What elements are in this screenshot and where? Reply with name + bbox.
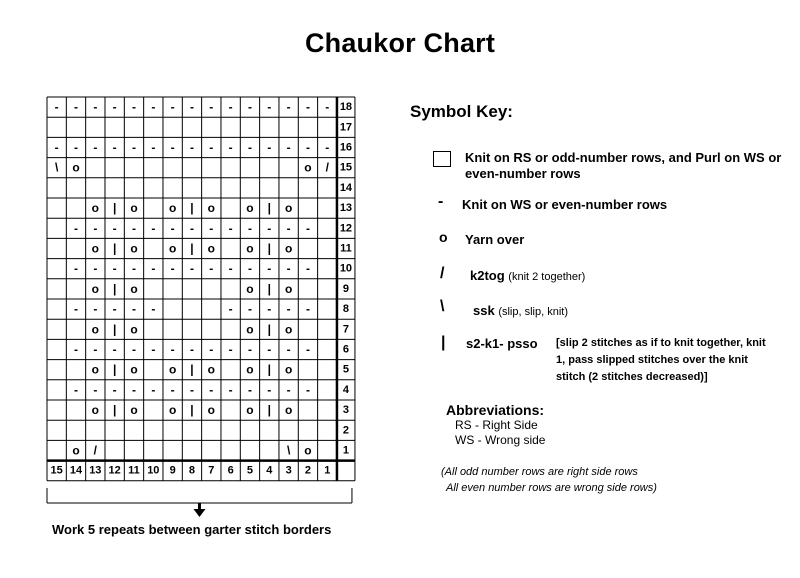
row-number: 16 — [339, 141, 353, 154]
row-number: 9 — [342, 282, 350, 295]
row-number: 11 — [340, 242, 352, 255]
row-number: 6 — [342, 343, 350, 356]
s2k1psso-stitch: | — [190, 362, 194, 377]
s2k1psso-stitch: | — [267, 281, 271, 296]
row-number: 13 — [339, 202, 353, 215]
row-number: 5 — [342, 363, 350, 376]
yarn-over-stitch: o — [130, 281, 138, 296]
yarn-over-stitch: o — [246, 403, 254, 418]
knit-ws-stitch: - — [228, 342, 233, 357]
knit-ws-stitch: - — [73, 261, 78, 276]
knit-ws-stitch: - — [247, 382, 252, 397]
key-item-s2k1psso-detail — [556, 335, 766, 386]
knit-ws-stitch: - — [228, 100, 233, 115]
key-item-yarn-over — [465, 232, 524, 247]
knit-ws-stitch: - — [189, 100, 194, 115]
column-number: 11 — [128, 464, 140, 477]
knit-ws-stitch: - — [151, 100, 156, 115]
s2k1psso-stitch: | — [112, 241, 117, 256]
column-number: 9 — [169, 464, 176, 477]
knit-ws-stitch: - — [267, 140, 272, 155]
knit-ws-stitch: - — [247, 342, 252, 357]
yarn-over-stitch: o — [168, 362, 177, 377]
s2k1psso-stitch: | — [267, 403, 271, 418]
knit-ws-stitch: - — [305, 140, 310, 155]
yarn-over-stitch: o — [72, 160, 80, 175]
knit-ws-stitch: - — [170, 382, 175, 397]
column-number: 4 — [266, 464, 273, 477]
knit-ws-stitch: - — [228, 302, 233, 317]
s2k1psso-stitch: | — [267, 322, 271, 337]
row-number: 8 — [342, 303, 350, 316]
s2k1psso-stitch: | — [112, 201, 117, 216]
column-number: 13 — [89, 464, 102, 477]
knit-ws-stitch: - — [247, 140, 252, 155]
row-number: 1 — [342, 444, 350, 457]
row-number: 12 — [339, 222, 353, 235]
row-number: 7 — [342, 323, 350, 336]
yarn-over-stitch: o — [207, 201, 215, 216]
knit-ws-stitch: - — [267, 221, 272, 236]
yarn-over-stitch: o — [130, 403, 138, 418]
knit-ws-stitch: - — [170, 100, 175, 115]
knit-ws-stitch: - — [247, 100, 252, 115]
knit-ws-stitch: - — [209, 261, 214, 276]
knit-ws-stitch: - — [170, 342, 175, 357]
knit-ws-stitch: - — [131, 382, 136, 397]
page-title: Chaukor Chart — [304, 28, 496, 58]
knit-ws-stitch: - — [286, 221, 291, 236]
column-number: 3 — [285, 464, 292, 477]
yarn-over-stitch: o — [130, 241, 138, 256]
knit-ws-stitch: - — [267, 302, 272, 317]
knit-ws-stitch: - — [247, 302, 252, 317]
yarn-over-stitch: o — [130, 322, 138, 337]
s2k1psso-stitch: | — [112, 403, 117, 418]
knit-ws-stitch: - — [189, 140, 194, 155]
column-number: 2 — [304, 464, 312, 477]
key-item-ssk — [473, 303, 568, 318]
yarn-over-stitch: o — [91, 241, 99, 256]
knit-ws-stitch: - — [73, 342, 78, 357]
yarn-over-symbol-icon: o — [439, 229, 448, 245]
knit-ws-stitch: - — [112, 221, 117, 236]
knit-ws-stitch: - — [286, 382, 291, 397]
knit-ws-stitch: - — [228, 261, 233, 276]
key-label: s2-k1- psso — [466, 336, 538, 351]
knit-ws-stitch: - — [131, 261, 136, 276]
yarn-over-stitch: o — [91, 281, 99, 296]
s2k1psso-stitch: | — [267, 241, 271, 256]
s2k1psso-stitch: | — [190, 403, 194, 418]
knit-ws-stitch: - — [209, 382, 214, 397]
knit-ws-stitch: - — [151, 261, 156, 276]
knit-ws-stitch: - — [151, 382, 156, 397]
knit-ws-stitch: - — [286, 342, 291, 357]
note-odd-rows: (All odd number rows are right side rows — [441, 466, 638, 478]
knit-ws-stitch: - — [54, 100, 59, 115]
yarn-over-stitch: o — [284, 362, 293, 377]
key-label: Knit on RS or odd-number rows, and Purl on WS or even-number rows — [465, 150, 782, 181]
knit-square-icon — [433, 151, 451, 167]
key-detail: [slip 2 stitches as if to knit together, knit 1, pass slipped stitches over the knit stitch (2 stitches decreased)] — [556, 337, 766, 383]
knit-ws-stitch: - — [189, 221, 194, 236]
k2tog-stitch: / — [93, 443, 97, 458]
column-number: 6 — [227, 464, 234, 477]
abbreviation-ws: WS - Wrong side — [455, 433, 546, 447]
knit-ws-stitch: - — [267, 261, 272, 276]
column-number: 15 — [50, 464, 63, 477]
knit-ws-stitch: - — [228, 221, 233, 236]
s2k1psso-symbol-icon: | — [441, 334, 446, 351]
knit-ws-stitch: - — [305, 342, 310, 357]
yarn-over-stitch: o — [91, 201, 99, 216]
knit-ws-stitch: - — [112, 100, 117, 115]
knit-ws-stitch: - — [112, 302, 117, 317]
yarn-over-stitch: o — [304, 160, 312, 175]
knit-ws-stitch: - — [93, 140, 98, 155]
knit-ws-stitch: - — [209, 140, 214, 155]
knit-ws-stitch: - — [286, 140, 291, 155]
s2k1psso-stitch: | — [267, 201, 271, 216]
knit-ws-stitch: - — [170, 221, 175, 236]
knit-ws-stitch: - — [131, 221, 136, 236]
s2k1psso-stitch: | — [267, 362, 271, 377]
yarn-over-stitch: o — [168, 241, 177, 256]
knit-ws-stitch: - — [151, 221, 156, 236]
row-number: 2 — [342, 424, 350, 437]
knit-ws-stitch: - — [305, 221, 310, 236]
s2k1psso-stitch: | — [190, 241, 194, 256]
yarn-over-stitch: o — [130, 362, 138, 377]
knit-ws-stitch: - — [247, 261, 252, 276]
column-number: 10 — [147, 464, 160, 477]
yarn-over-stitch: o — [284, 201, 293, 216]
knit-ws-stitch: - — [151, 302, 156, 317]
yarn-over-stitch: o — [284, 403, 293, 418]
knit-ws-stitch: - — [305, 382, 310, 397]
knit-ws-stitch: - — [247, 221, 252, 236]
key-label: k2tog — [470, 268, 505, 283]
knit-ws-stitch: - — [305, 100, 310, 115]
yarn-over-stitch: o — [246, 201, 254, 216]
knit-ws-stitch: - — [112, 261, 117, 276]
yarn-over-stitch: o — [168, 403, 177, 418]
knit-ws-stitch: - — [267, 342, 272, 357]
key-item-knit-purl — [465, 150, 795, 182]
ssk-stitch: \ — [54, 160, 59, 175]
knit-ws-stitch: - — [228, 382, 233, 397]
ssk-stitch: \ — [286, 443, 291, 458]
abbreviation-rs: RS - Right Side — [455, 418, 538, 432]
dash-symbol-icon: - — [438, 193, 444, 210]
knit-ws-stitch: - — [209, 221, 214, 236]
yarn-over-stitch: o — [91, 403, 99, 418]
knit-ws-stitch: - — [286, 100, 291, 115]
s2k1psso-stitch: | — [112, 362, 117, 377]
key-detail: (slip, slip, knit) — [498, 306, 569, 318]
knit-ws-stitch: - — [209, 342, 214, 357]
knit-ws-stitch: - — [93, 100, 98, 115]
column-number: 5 — [246, 464, 254, 477]
knit-ws-stitch: - — [131, 140, 136, 155]
knit-ws-stitch: - — [93, 261, 98, 276]
knit-ws-stitch: - — [93, 342, 98, 357]
row-number: 14 — [339, 181, 353, 194]
knit-ws-stitch: - — [112, 382, 117, 397]
knit-ws-stitch: - — [54, 140, 59, 155]
knit-ws-stitch: - — [93, 221, 98, 236]
knit-ws-stitch: - — [286, 302, 291, 317]
knit-ws-stitch: - — [189, 342, 194, 357]
symbol-key-title: Symbol Key: — [410, 102, 513, 121]
yarn-over-stitch: o — [246, 241, 254, 256]
knit-ws-stitch: - — [131, 100, 136, 115]
knit-ws-stitch: - — [267, 100, 272, 115]
key-label: Yarn over — [465, 232, 525, 247]
knit-ws-stitch: - — [170, 261, 175, 276]
knit-ws-stitch: - — [112, 140, 117, 155]
yarn-over-stitch: o — [207, 362, 215, 377]
s2k1psso-stitch: | — [190, 201, 194, 216]
yarn-over-stitch: o — [246, 322, 254, 337]
row-number: 18 — [339, 101, 353, 114]
row-number: 10 — [339, 262, 353, 275]
yarn-over-stitch: o — [207, 403, 215, 418]
knit-ws-stitch: - — [151, 342, 156, 357]
s2k1psso-stitch: | — [112, 281, 117, 296]
column-number: 12 — [108, 464, 121, 477]
knit-ws-stitch: - — [73, 382, 78, 397]
yarn-over-stitch: o — [304, 443, 312, 458]
knit-ws-stitch: - — [189, 261, 194, 276]
knit-ws-stitch: - — [305, 261, 310, 276]
yarn-over-stitch: o — [168, 201, 177, 216]
key-label: Knit on WS or even-number rows — [462, 197, 668, 212]
knit-ws-stitch: - — [209, 100, 214, 115]
yarn-over-stitch: o — [207, 241, 215, 256]
row-number: 15 — [339, 161, 353, 174]
knit-ws-stitch: - — [151, 140, 156, 155]
down-arrow-icon — [193, 509, 205, 517]
row-number: 4 — [342, 383, 350, 396]
yarn-over-stitch: o — [246, 281, 254, 296]
key-label: ssk — [473, 303, 495, 318]
key-item-knit-ws — [462, 197, 667, 212]
k2tog-symbol-icon: / — [440, 265, 445, 282]
repeat-label: Work 5 repeats between garter stitch borders — [52, 522, 332, 537]
yarn-over-stitch: o — [72, 443, 80, 458]
column-number: 8 — [188, 464, 196, 477]
knit-ws-stitch: - — [286, 261, 291, 276]
yarn-over-stitch: o — [91, 362, 99, 377]
knit-ws-stitch: - — [93, 382, 98, 397]
knit-ws-stitch: - — [305, 302, 310, 317]
yarn-over-stitch: o — [284, 322, 293, 337]
abbreviations-title: Abbreviations: — [446, 402, 545, 418]
knit-ws-stitch: - — [170, 140, 175, 155]
knit-ws-stitch: - — [228, 140, 233, 155]
column-number: 7 — [208, 464, 215, 477]
row-number: 3 — [342, 404, 350, 417]
knit-ws-stitch: - — [325, 140, 330, 155]
knit-ws-stitch: - — [93, 302, 98, 317]
row-number: 17 — [339, 121, 353, 134]
knit-ws-stitch: - — [73, 302, 78, 317]
knit-ws-stitch: - — [325, 100, 330, 115]
key-item-k2tog — [470, 268, 585, 283]
knit-ws-stitch: - — [131, 342, 136, 357]
column-number: 1 — [324, 464, 331, 477]
note-even-rows: All even number rows are wrong side rows) — [446, 482, 657, 494]
knit-ws-stitch: - — [73, 100, 78, 115]
knit-ws-stitch: - — [73, 221, 78, 236]
knit-ws-stitch: - — [267, 382, 272, 397]
k2tog-stitch: / — [325, 160, 329, 175]
ssk-symbol-icon: \ — [440, 298, 445, 315]
knit-ws-stitch: - — [189, 382, 194, 397]
column-number: 14 — [69, 464, 83, 477]
knit-ws-stitch: - — [112, 342, 117, 357]
key-detail: (knit 2 together) — [508, 271, 586, 283]
knit-ws-stitch: - — [73, 140, 78, 155]
s2k1psso-stitch: | — [112, 322, 117, 337]
knit-ws-stitch: - — [131, 302, 136, 317]
yarn-over-stitch: o — [130, 201, 138, 216]
yarn-over-stitch: o — [246, 362, 254, 377]
yarn-over-stitch: o — [284, 241, 293, 256]
yarn-over-stitch: o — [284, 281, 293, 296]
yarn-over-stitch: o — [91, 322, 99, 337]
